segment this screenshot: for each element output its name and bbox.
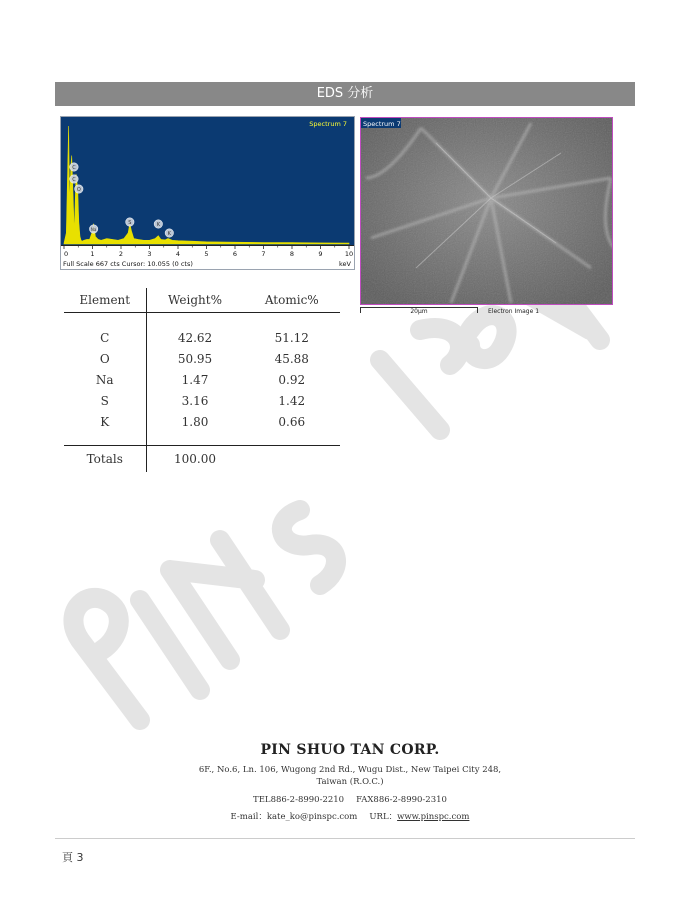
spectrum-label: Spectrum 7 <box>309 120 347 128</box>
address-line-2: Taiwan (R.O.C.) <box>316 777 384 787</box>
element-marker-label: K <box>167 231 171 237</box>
col-header-weight: Weight% <box>146 288 244 312</box>
x-axis-unit: keV <box>339 260 351 268</box>
fax: FAX886-2-8990-2310 <box>356 795 447 805</box>
company-footer <box>150 742 550 822</box>
x-tick-label: 3 <box>147 250 152 258</box>
company-address <box>150 764 550 788</box>
table-header-row <box>64 288 340 312</box>
x-tick-label: 2 <box>118 250 124 258</box>
spectrum-status-text: Full Scale 667 cts Cursor: 10.055 (0 cts) <box>63 260 193 268</box>
spectrum-plot-area <box>61 117 354 245</box>
table-row <box>64 370 340 391</box>
sem-caption-row <box>360 305 613 317</box>
element-cell: S <box>64 390 146 411</box>
element-marker-o <box>75 185 83 193</box>
element-marker-c <box>70 163 78 171</box>
totals-row <box>64 446 340 472</box>
x-tick-label: 6 <box>232 250 238 258</box>
weight-cell: 1.80 <box>181 414 209 429</box>
sem-image-svg <box>361 118 613 305</box>
x-tick-label: 4 <box>175 250 181 258</box>
weight-cell: 1.47 <box>181 372 209 387</box>
telephone: TEL886-2-8990-2210 <box>253 795 345 805</box>
atomic-cell: 0.92 <box>278 372 306 387</box>
element-marker-c <box>70 175 78 183</box>
totals-label: Totals <box>64 446 146 472</box>
website-link[interactable]: www.pinspc.com <box>397 812 470 822</box>
element-marker-label: S <box>128 220 132 226</box>
element-marker-label: Na <box>90 227 97 232</box>
element-cell: C <box>64 328 146 349</box>
element-marker-na <box>89 225 97 233</box>
sem-spectrum-label: Spectrum 7 <box>363 120 401 128</box>
electron-image-caption: Electron Image 1 <box>488 308 540 315</box>
table-row <box>64 390 340 411</box>
atomic-cell: 45.88 <box>274 352 309 367</box>
page-number: 頁 3 <box>62 851 84 864</box>
element-cell: Na <box>64 370 146 391</box>
element-marker-label: K <box>156 222 160 228</box>
atomic-cell: 51.12 <box>274 331 309 346</box>
url-label: URL： <box>369 812 398 822</box>
element-marker-label: O <box>76 187 81 193</box>
x-tick-label: 0 <box>64 250 69 258</box>
x-tick-label: 10 <box>344 250 354 258</box>
x-tick-label: 7 <box>261 250 266 258</box>
totals-weight: 100.00 <box>174 452 217 467</box>
element-marker-label: C <box>72 177 76 183</box>
x-tick-label: 1 <box>90 250 95 258</box>
scale-label: 20µm <box>410 308 428 315</box>
col-header-element: Element <box>64 288 146 312</box>
weight-cell: 42.62 <box>177 331 213 346</box>
footer-divider <box>55 838 635 839</box>
x-tick-label: 8 <box>289 250 295 258</box>
table-row <box>64 328 340 349</box>
element-marker-k <box>165 229 173 237</box>
col-header-atomic: Atomic% <box>244 288 340 312</box>
element-cell: O <box>64 349 146 370</box>
element-marker-k <box>154 220 162 228</box>
x-tick-label: 5 <box>204 250 209 258</box>
x-tick-label: 9 <box>318 250 323 258</box>
eds-spectrum-chart <box>60 116 355 270</box>
composition-table <box>64 288 340 472</box>
contact-phone-row <box>150 795 550 805</box>
section-title-bar <box>55 82 635 106</box>
atomic-cell: 1.42 <box>278 393 306 408</box>
weight-cell: 3.16 <box>181 393 209 408</box>
email-address: kate_ko@pinspc.com <box>266 812 358 822</box>
spectrum-svg <box>61 117 354 269</box>
totals-atomic <box>244 446 340 472</box>
element-marker-label: C <box>72 165 76 171</box>
contact-web-row <box>150 810 550 822</box>
element-marker-s <box>126 218 134 226</box>
address-line-1: 6F., No.6, Ln. 106, Wugong 2nd Rd., Wugu Dist., New Taipei City 248, <box>198 765 502 775</box>
element-cell: K <box>64 411 146 432</box>
table-row <box>64 411 340 432</box>
atomic-cell: 0.66 <box>278 414 306 429</box>
x-axis-ticks <box>64 245 353 258</box>
section-title: EDS 分析 <box>316 86 374 101</box>
sem-electron-image <box>360 117 613 305</box>
weight-cell: 50.95 <box>177 352 213 367</box>
company-name: PIN SHUO TAN CORP. <box>260 742 440 758</box>
email-label: E-mail： <box>230 812 267 822</box>
table-row <box>64 349 340 370</box>
